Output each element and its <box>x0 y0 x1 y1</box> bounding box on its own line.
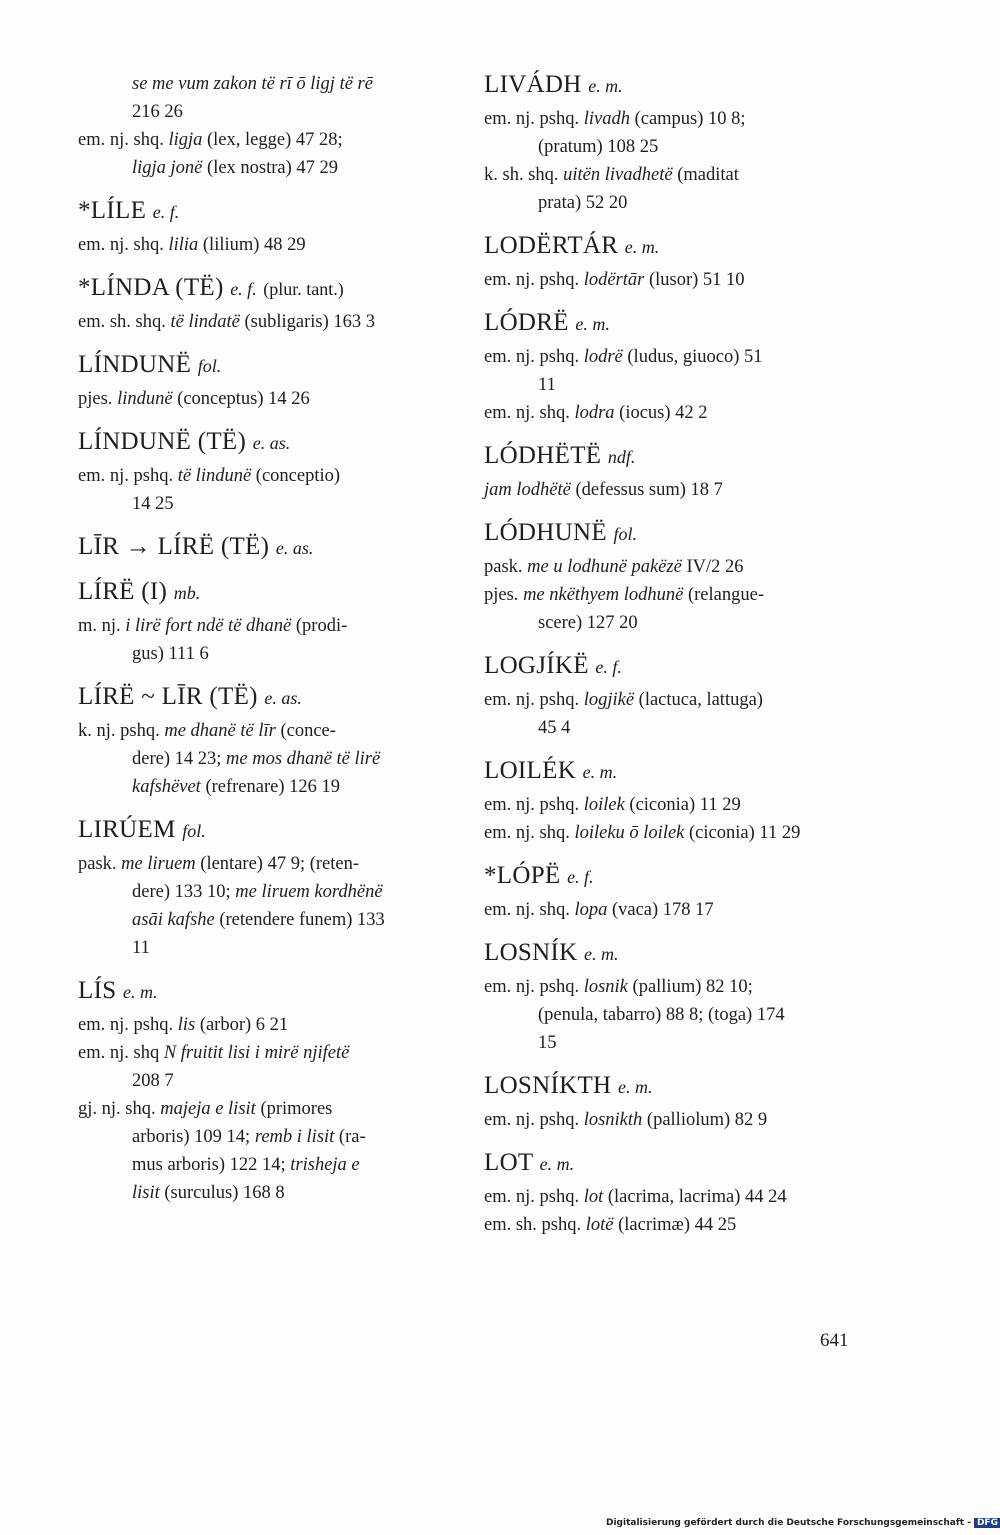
entry-headword <box>484 231 864 262</box>
entry-text: (iocus) 42 2 <box>614 403 708 423</box>
entry-line <box>484 161 864 189</box>
entry-text: (arbor) 6 21 <box>195 1015 289 1035</box>
entry-headword <box>78 196 458 227</box>
entry-text: (ludus, giuoco) 51 <box>622 347 763 367</box>
grammar-label: e. m. <box>575 314 610 334</box>
entry-line <box>484 343 864 371</box>
grammar-label: e. m. <box>624 237 660 257</box>
entry-continuation-line <box>78 1067 458 1095</box>
entry-line <box>484 819 864 847</box>
entry-text: em. nj. pshq. <box>78 466 178 486</box>
entry-text: dere) 133 10; <box>132 882 236 902</box>
entry-text: (lentare) 47 9; (reten- <box>195 854 360 874</box>
example-italic: me liruem kordhënë <box>235 882 383 902</box>
entry-text: em. nj. pshq. <box>484 795 584 815</box>
entry-line <box>484 399 864 427</box>
example-italic: lotë <box>585 1215 614 1235</box>
entry-continuation-line <box>78 640 458 668</box>
entry-line <box>78 1095 458 1123</box>
grammar-label: e. as. <box>264 688 302 708</box>
entry-line <box>484 686 864 714</box>
page-number: 641 <box>820 1330 849 1351</box>
headword-text: LIVÁDH <box>484 71 582 98</box>
entry-headword <box>484 938 864 969</box>
entry-text: gus) 111 6 <box>132 644 209 664</box>
entry-text: em. nj. shq. <box>484 900 575 920</box>
grammar-label: e. f. <box>230 279 257 299</box>
entry-text: em. nj. pshq. <box>484 690 584 710</box>
example-italic: loilek <box>583 795 625 815</box>
entry-text: em. nj. shq. <box>484 403 575 423</box>
entry-line <box>78 612 458 640</box>
headword-text: LOSNÍKTH <box>484 1072 612 1099</box>
example-italic: me dhanë të līr <box>164 721 276 741</box>
entry-headword <box>484 441 864 472</box>
headword-text: LOGJÍKË <box>484 652 589 679</box>
example-italic: losnik <box>583 977 628 997</box>
grammar-label: e. m. <box>588 76 623 96</box>
grammar-label: e. m. <box>584 944 619 964</box>
headword-text: LÍNDUNË <box>78 351 192 378</box>
entry-text: (lusor) 51 10 <box>644 270 745 290</box>
entry-headword <box>78 815 458 846</box>
entry-continuation-line <box>78 934 458 962</box>
entry-line <box>78 717 458 745</box>
entry-text: em. nj. pshq. <box>484 347 584 367</box>
headword-text: LÍRË (I) <box>78 578 168 605</box>
example-italic: remb i lisit <box>254 1127 335 1147</box>
entry-continuation-line <box>484 133 864 161</box>
grammar-note: (plur. tant.) <box>263 279 344 299</box>
entry-text: k. sh. shq. <box>484 165 564 185</box>
entry-text: (pallium) 82 10; <box>627 977 753 997</box>
entry-text: (lacrimæ) 44 25 <box>613 1215 737 1235</box>
example-italic: asāi kafshe <box>132 910 215 930</box>
grammar-label: fol. <box>182 821 206 841</box>
entry-continuation-line <box>78 906 458 934</box>
entry-headword <box>78 682 458 713</box>
entry-text: em. sh. pshq. <box>484 1215 586 1235</box>
entry-text: (penula, tabarro) 88 8; (toga) 174 <box>538 1005 785 1025</box>
entry-line <box>78 1011 458 1039</box>
entry-headword <box>78 350 458 381</box>
example-italic: të lindunë <box>177 466 252 486</box>
entry-text: em. nj. pshq. <box>78 1015 178 1035</box>
dfg-logo: DFG <box>974 1518 1000 1528</box>
entry-text: scere) 127 20 <box>538 613 638 633</box>
example-italic: jam lodhëtë <box>484 480 571 500</box>
entry-continuation-line <box>78 773 458 801</box>
entry-text: em. sh. shq. <box>78 312 171 332</box>
headword-text: LÓDRË <box>484 309 569 336</box>
entry-text: (lex nostra) 47 29 <box>202 158 339 178</box>
entry-headword <box>484 756 864 787</box>
footer-credit <box>606 1518 1000 1528</box>
entry-line <box>484 1183 864 1211</box>
entry-line <box>484 476 864 504</box>
headword-text: *LÓPË <box>484 862 561 889</box>
entry-line <box>78 308 458 336</box>
entry-text: (conceptus) 14 26 <box>172 389 310 409</box>
entry-continuation-line <box>484 1029 864 1057</box>
entry-continuation-line <box>484 371 864 399</box>
grammar-label: e. f. <box>152 202 180 222</box>
entry-text: (lacrima, lacrima) 44 24 <box>603 1187 787 1207</box>
grammar-label: e. f. <box>567 867 594 887</box>
entry-continuation-line <box>78 70 458 98</box>
entry-line <box>484 553 864 581</box>
grammar-label: e. m. <box>617 1077 653 1097</box>
headword-text: LIRÚEM <box>78 816 176 843</box>
entry-headword <box>484 861 864 892</box>
entry-continuation-line <box>78 1151 458 1179</box>
entry-text: m. nj. <box>78 616 126 636</box>
entry-line <box>78 126 458 154</box>
example-italic: losnikth <box>583 1110 643 1130</box>
headword-text: LOT <box>484 1149 534 1176</box>
entry-text: 15 <box>538 1033 557 1053</box>
example-italic: uitën livadhetë <box>563 165 673 185</box>
entry-text: 45 4 <box>538 718 571 738</box>
entry-text: (lex, legge) 47 28; <box>202 130 343 150</box>
grammar-label: e. m. <box>122 982 158 1002</box>
entry-headword <box>78 427 458 458</box>
grammar-label: e. f. <box>595 657 622 677</box>
entry-text: (ciconia) 11 29 <box>684 823 801 843</box>
entry-text: em. nj. pshq. <box>484 1187 584 1207</box>
entry-text: em. nj. pshq. <box>484 1110 584 1130</box>
entry-headword <box>484 518 864 549</box>
entry-continuation-line <box>484 609 864 637</box>
headword-text: LÓDHËTË <box>484 442 602 469</box>
entry-continuation-line <box>78 878 458 906</box>
entry-text: (campus) 10 8; <box>629 109 746 129</box>
entry-headword <box>78 273 458 304</box>
entry-text: (relangue- <box>683 585 764 605</box>
entry-headword <box>484 70 864 101</box>
entry-line <box>484 973 864 1001</box>
example-italic: kafshëvet <box>132 777 201 797</box>
entry-line <box>484 581 864 609</box>
entry-continuation-line <box>484 714 864 742</box>
example-italic: ligja jonë <box>132 158 203 178</box>
entry-text: 11 <box>538 375 556 395</box>
entry-text: gj. nj. shq. <box>78 1099 161 1119</box>
grammar-label: fol. <box>197 356 222 376</box>
example-italic: lodrë <box>583 347 623 367</box>
entry-headword <box>484 308 864 339</box>
example-italic: loileku ō loilek <box>574 823 685 843</box>
grammar-label: e. m. <box>539 1154 575 1174</box>
entry-headword <box>78 532 458 563</box>
example-italic: i lirë fort ndë të dhanë <box>125 616 292 636</box>
entry-continuation-line <box>484 189 864 217</box>
headword-text: LODËRTÁR <box>484 232 619 259</box>
footer-text: Digitalisierung gefördert durch die Deutsche Forschungsgemeinschaft - <box>606 1518 971 1528</box>
entry-line <box>78 462 458 490</box>
grammar-label: fol. <box>613 524 637 544</box>
entry-headword <box>78 976 458 1007</box>
entry-line <box>484 896 864 924</box>
grammar-label: ndf. <box>607 447 636 467</box>
right-column <box>484 70 864 1239</box>
example-italic: logjikë <box>583 690 635 710</box>
example-italic: lindunë <box>117 389 173 409</box>
example-italic: lodërtār <box>583 270 645 290</box>
example-italic: N fruitit lisi i mirë njifetë <box>163 1043 350 1063</box>
example-italic: majeja e lisit <box>160 1099 256 1119</box>
entry-continuation-line <box>78 1179 458 1207</box>
entry-text: (conce- <box>275 721 336 741</box>
example-italic: lisit <box>132 1183 160 1203</box>
entry-continuation-line <box>78 1123 458 1151</box>
headword-text: LOSNÍK <box>484 939 578 966</box>
entry-text: (lactuca, lattuga) <box>634 690 763 710</box>
example-italic: me nkëthyem lodhunë <box>523 585 684 605</box>
entry-continuation-line <box>78 490 458 518</box>
entry-text: em. nj. pshq. <box>484 109 584 129</box>
example-italic: me liruem <box>121 854 196 874</box>
entry-continuation-line <box>484 1001 864 1029</box>
entry-text: (ra- <box>334 1127 366 1147</box>
entry-text: em. nj. pshq. <box>484 977 584 997</box>
entry-line <box>484 266 864 294</box>
entry-text: (surculus) 168 8 <box>159 1183 285 1203</box>
entry-headword <box>484 1148 864 1179</box>
entry-text: pask. <box>78 854 122 874</box>
headword-text: *LÍNDA (TË) <box>78 274 224 301</box>
entry-text: (palliolum) 82 9 <box>642 1110 768 1130</box>
grammar-label: e. m. <box>582 762 618 782</box>
entry-text: pjes. <box>484 585 524 605</box>
example-italic: se me vum zakon të rī ō ligj të rē <box>132 74 373 94</box>
headword-text: LĪR → LÍRË (TË) <box>78 533 270 560</box>
entry-text: 216 26 <box>132 102 183 122</box>
grammar-label: e. as. <box>275 538 314 558</box>
headword-text: LOILÉK <box>484 757 577 784</box>
entry-line <box>484 791 864 819</box>
entry-text: k. nj. pshq. <box>78 721 165 741</box>
example-italic: me mos dhanë të lirë <box>226 749 381 769</box>
entry-headword <box>484 1071 864 1102</box>
entry-text: em. nj. shq. <box>484 823 575 843</box>
example-italic: lot <box>583 1187 604 1207</box>
example-italic: lopa <box>574 900 608 920</box>
entry-text: (maditat <box>672 165 739 185</box>
headword-text: LÍNDUNË (TË) <box>78 428 247 455</box>
example-italic: ligja <box>168 130 203 150</box>
example-italic: lodra <box>574 403 615 423</box>
entry-line <box>484 1106 864 1134</box>
entry-text: (pratum) 108 25 <box>538 137 659 157</box>
grammar-label: e. as. <box>252 433 291 453</box>
entry-text: (lilium) 48 29 <box>198 235 306 255</box>
entry-headword <box>78 577 458 608</box>
entry-text: arboris) 109 14; <box>132 1127 255 1147</box>
entry-line <box>484 1211 864 1239</box>
entry-line <box>78 850 458 878</box>
entry-text: (refrenare) 126 19 <box>200 777 341 797</box>
entry-text: prata) 52 20 <box>538 193 628 213</box>
entry-line <box>78 385 458 413</box>
entry-text: (vaca) 178 17 <box>607 900 714 920</box>
entry-text: (retendere funem) 133 <box>214 910 385 930</box>
entry-text: pask. <box>484 557 528 577</box>
example-italic: lis <box>177 1015 196 1035</box>
entry-headword <box>484 651 864 682</box>
entry-continuation-line <box>78 154 458 182</box>
entry-text: 11 <box>132 938 150 958</box>
entry-line <box>78 231 458 259</box>
example-italic: livadh <box>583 109 630 129</box>
left-column <box>78 70 458 1207</box>
entry-text: pjes. <box>78 389 118 409</box>
entry-continuation-line <box>78 745 458 773</box>
example-italic: trisheja e <box>290 1155 360 1175</box>
entry-continuation-line <box>78 98 458 126</box>
entry-text: (ciconia) 11 29 <box>624 795 741 815</box>
entry-text: mus arboris) 122 14; <box>132 1155 291 1175</box>
entry-text: 208 7 <box>132 1071 174 1091</box>
entry-text: (subligaris) 163 3 <box>239 312 375 332</box>
example-italic: të lindatë <box>170 312 240 332</box>
headword-text: LÍRË ~ LĪR (TË) <box>78 683 258 710</box>
entry-text: 14 25 <box>132 494 174 514</box>
example-italic: lilia <box>168 235 199 255</box>
entry-text: (defessus sum) 18 7 <box>570 480 723 500</box>
entry-text: em. nj. shq. <box>78 130 169 150</box>
entry-text: dere) 14 23; <box>132 749 227 769</box>
entry-line <box>78 1039 458 1067</box>
entry-text: (primores <box>255 1099 333 1119</box>
headword-text: LÍS <box>78 977 117 1004</box>
headword-text: *LÍLE <box>78 197 147 224</box>
headword-text: LÓDHUNË <box>484 519 607 546</box>
entry-text: em. nj. shq <box>78 1043 164 1063</box>
entry-text: em. nj. pshq. <box>484 270 584 290</box>
entry-text: (prodi- <box>291 616 348 636</box>
entry-text: IV/2 26 <box>681 557 744 577</box>
entry-line <box>484 105 864 133</box>
example-italic: me u lodhunë pakëzë <box>527 557 682 577</box>
entry-text: em. nj. shq. <box>78 235 169 255</box>
entry-text: (conceptio) <box>251 466 341 486</box>
grammar-label: mb. <box>173 583 201 603</box>
